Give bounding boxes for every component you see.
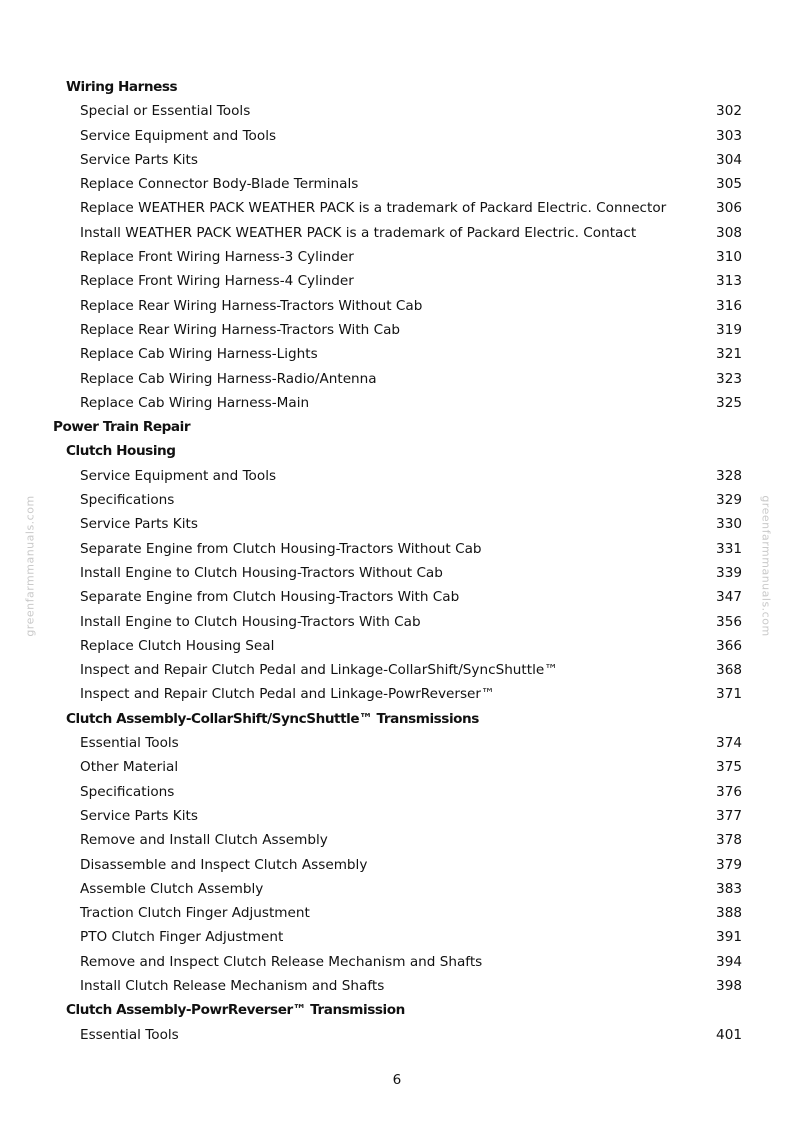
- toc-entry[interactable]: [0, 391, 794, 415]
- toc-entry[interactable]: [0, 877, 794, 901]
- toc-entry-page: 375: [716, 759, 742, 776]
- toc-entry[interactable]: [0, 804, 794, 828]
- toc-entry[interactable]: [0, 294, 794, 318]
- toc-entry[interactable]: [0, 634, 794, 658]
- toc-entry-page: 328: [716, 467, 742, 484]
- toc-entry-page: 331: [716, 540, 742, 557]
- toc-entry-page: 325: [716, 394, 742, 411]
- toc-entry[interactable]: [0, 682, 794, 706]
- toc-entry-page: 306: [716, 200, 742, 217]
- toc-entry-page: 319: [716, 321, 742, 338]
- toc-entry-title: Essential Tools: [80, 735, 179, 752]
- toc-entry[interactable]: [0, 658, 794, 682]
- toc-entry-title: Install WEATHER PACK WEATHER PACK is a trademark of Packard Electric. Contact: [80, 224, 637, 241]
- toc-entry-page: 321: [716, 346, 742, 363]
- toc-entry-title: Disassemble and Inspect Clutch Assembly: [80, 856, 368, 873]
- toc-entry-title: Replace Rear Wiring Harness-Tractors With Cab: [80, 321, 401, 338]
- toc-entry-title: Install Engine to Clutch Housing-Tractors With Cab: [80, 613, 421, 630]
- toc-entry[interactable]: [0, 245, 794, 269]
- toc-entry[interactable]: [0, 537, 794, 561]
- toc-section[interactable]: [0, 439, 794, 463]
- toc-entry-page: 391: [716, 929, 742, 946]
- toc-entry-title: Remove and Inspect Clutch Release Mechanism and Shafts: [80, 953, 483, 970]
- toc-entry-page: 303: [716, 127, 742, 144]
- toc-entry-title: Replace Cab Wiring Harness-Radio/Antenna: [80, 370, 377, 387]
- toc-entry-title: Clutch Assembly-PowrReverser™ Transmission: [66, 1002, 405, 1019]
- toc-entry[interactable]: [0, 950, 794, 974]
- toc-entry-title: Service Parts Kits: [80, 151, 198, 168]
- table-of-contents: [0, 75, 794, 1047]
- toc-entry-title: Remove and Install Clutch Assembly: [80, 832, 328, 849]
- toc-entry[interactable]: [0, 731, 794, 755]
- toc-entry-page: 305: [716, 176, 742, 193]
- toc-entry[interactable]: [0, 828, 794, 852]
- toc-entry[interactable]: [0, 172, 794, 196]
- toc-entry-page: 371: [716, 686, 742, 703]
- toc-entry-title: Replace Cab Wiring Harness-Lights: [80, 346, 318, 363]
- toc-entry-title: Other Material: [80, 759, 179, 776]
- toc-entry-title: Replace Clutch Housing Seal: [80, 637, 275, 654]
- toc-entry-title: Service Equipment and Tools: [80, 467, 277, 484]
- toc-entry-page: 316: [716, 297, 742, 314]
- toc-entry-title: Install Engine to Clutch Housing-Tractors Without Cab: [80, 564, 443, 581]
- toc-entry[interactable]: [0, 512, 794, 536]
- toc-entry-title: Separate Engine from Clutch Housing-Tractors With Cab: [80, 589, 460, 606]
- toc-entry-title: Specifications: [80, 492, 175, 509]
- toc-entry-title: Traction Clutch Finger Adjustment: [80, 905, 310, 922]
- toc-entry-title: Essential Tools: [80, 1026, 179, 1043]
- toc-entry[interactable]: [0, 367, 794, 391]
- toc-entry-title: Clutch Assembly-CollarShift/SyncShuttle™ Transmissions: [66, 710, 479, 727]
- toc-entry-title: Replace Connector Body-Blade Terminals: [80, 176, 359, 193]
- toc-entry[interactable]: [0, 1023, 794, 1047]
- toc-entry[interactable]: [0, 755, 794, 779]
- toc-entry[interactable]: [0, 342, 794, 366]
- toc-entry-page: 394: [716, 953, 742, 970]
- toc-entry-page: 368: [716, 662, 742, 679]
- toc-entry[interactable]: [0, 148, 794, 172]
- toc-entry-page: 313: [716, 273, 742, 290]
- toc-entry-page: 366: [716, 637, 742, 654]
- toc-entry[interactable]: [0, 124, 794, 148]
- toc-section[interactable]: [0, 75, 794, 99]
- toc-entry[interactable]: [0, 464, 794, 488]
- toc-entry-page: 377: [716, 807, 742, 824]
- toc-entry-page: 329: [716, 492, 742, 509]
- toc-entry[interactable]: [0, 221, 794, 245]
- toc-entry-title: Replace Rear Wiring Harness-Tractors Without Cab: [80, 297, 423, 314]
- toc-entry-page: 374: [716, 735, 742, 752]
- toc-entry-page: 378: [716, 832, 742, 849]
- toc-entry-page: 302: [716, 103, 742, 120]
- toc-entry-page: 388: [716, 905, 742, 922]
- toc-entry-title: PTO Clutch Finger Adjustment: [80, 929, 284, 946]
- watermark-left: greenfarmmanuals.com: [23, 495, 37, 637]
- toc-entry[interactable]: [0, 488, 794, 512]
- toc-entry-title: Assemble Clutch Assembly: [80, 880, 264, 897]
- toc-entry-title: Power Train Repair: [53, 419, 191, 436]
- toc-entry-page: 379: [716, 856, 742, 873]
- toc-entry-title: Replace Cab Wiring Harness-Main: [80, 394, 310, 411]
- toc-entry-title: Service Equipment and Tools: [80, 127, 277, 144]
- toc-entry-title: Inspect and Repair Clutch Pedal and Linkage-PowrReverser™: [80, 686, 495, 703]
- toc-entry[interactable]: [0, 561, 794, 585]
- toc-entry-title: Service Parts Kits: [80, 516, 198, 533]
- toc-entry-title: Replace Front Wiring Harness-3 Cylinder: [80, 249, 354, 266]
- toc-entry-page: 398: [716, 977, 742, 994]
- toc-entry[interactable]: [0, 974, 794, 998]
- toc-entry[interactable]: [0, 610, 794, 634]
- toc-entry-title: Service Parts Kits: [80, 807, 198, 824]
- toc-entry[interactable]: [0, 901, 794, 925]
- toc-entry-title: Separate Engine from Clutch Housing-Tractors Without Cab: [80, 540, 482, 557]
- toc-entry[interactable]: [0, 925, 794, 949]
- toc-chapter[interactable]: [0, 415, 794, 439]
- toc-section[interactable]: [0, 707, 794, 731]
- toc-entry-page: 383: [716, 880, 742, 897]
- toc-entry-page: 376: [716, 783, 742, 800]
- toc-entry[interactable]: [0, 853, 794, 877]
- watermark-right: greenfarmmanuals.com: [759, 495, 773, 637]
- toc-entry-page: 304: [716, 151, 742, 168]
- toc-entry-page: 347: [716, 589, 742, 606]
- toc-entry-title: Wiring Harness: [66, 79, 178, 95]
- toc-entry[interactable]: [0, 99, 794, 123]
- toc-entry-page: 308: [716, 224, 742, 241]
- toc-entry-title: Specifications: [80, 783, 175, 800]
- toc-entry-title: Replace Front Wiring Harness-4 Cylinder: [80, 273, 354, 290]
- toc-entry-title: Replace WEATHER PACK WEATHER PACK is a trademark of Packard Electric. Connector: [80, 200, 667, 217]
- toc-entry-page: 330: [716, 516, 742, 533]
- page-number: 6: [392, 1072, 402, 1088]
- toc-entry-page: 401: [716, 1026, 742, 1043]
- toc-entry-page: 339: [716, 564, 742, 581]
- toc-entry-page: 323: [716, 370, 742, 387]
- toc-entry[interactable]: [0, 585, 794, 609]
- toc-entry-title: Install Clutch Release Mechanism and Shafts: [80, 977, 385, 994]
- toc-entry-title: Special or Essential Tools: [80, 103, 251, 120]
- toc-entry-title: Inspect and Repair Clutch Pedal and Linkage-CollarShift/SyncShuttle™: [80, 662, 558, 679]
- toc-entry-page: 310: [716, 249, 742, 266]
- toc-entry[interactable]: [0, 318, 794, 342]
- toc-entry[interactable]: [0, 269, 794, 293]
- toc-section[interactable]: [0, 998, 794, 1022]
- toc-entry-title: Clutch Housing: [66, 443, 176, 460]
- toc-entry[interactable]: [0, 196, 794, 220]
- toc-entry[interactable]: [0, 780, 794, 804]
- toc-entry-page: 356: [716, 613, 742, 630]
